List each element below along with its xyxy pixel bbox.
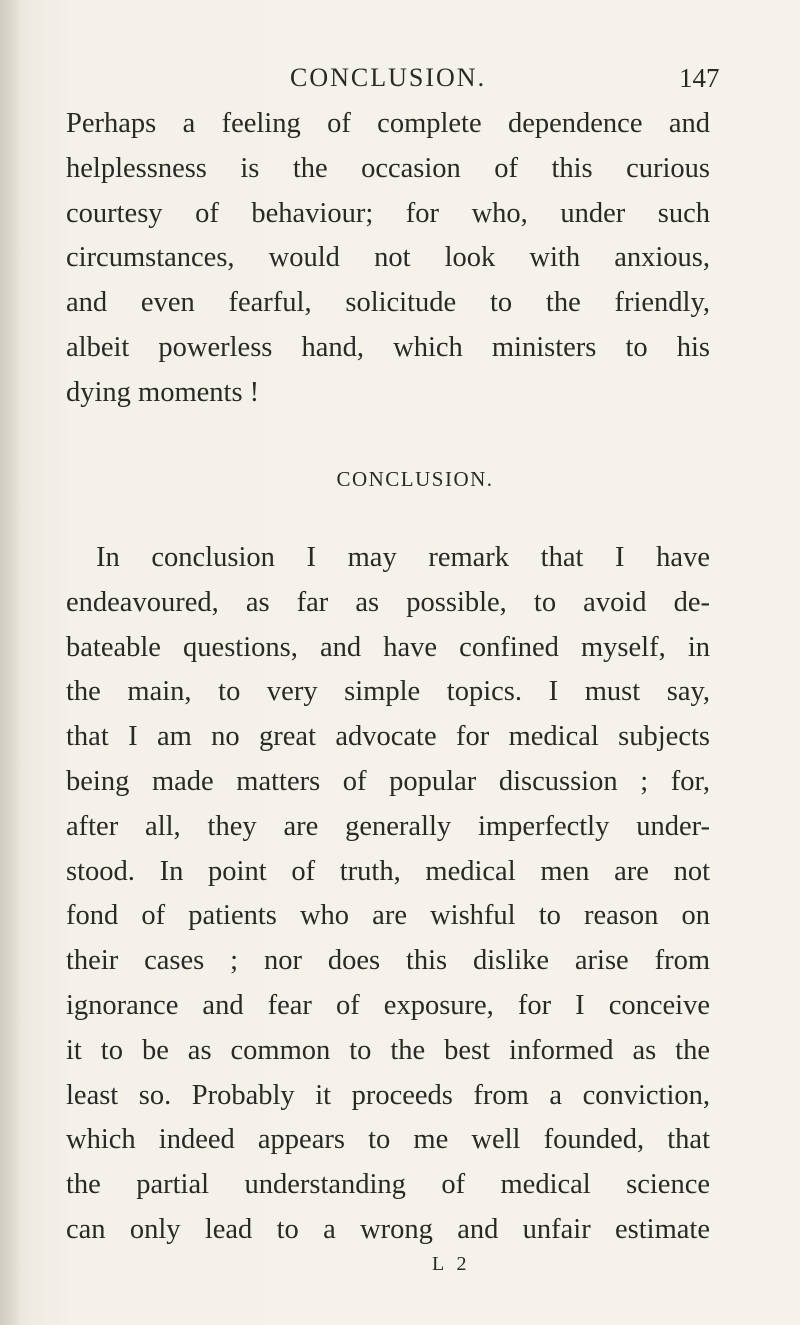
text-line: being made matters of popular discussion ; for,: [66, 765, 710, 797]
text-line: the partial understanding of medical science: [66, 1169, 710, 1201]
running-head: [0, 60, 800, 96]
text-line: fond of patients who are wishful to reason on: [66, 900, 710, 932]
text-line: the main, to very simple topics. I must say,: [66, 676, 710, 708]
text-line: bateable questions, and have confined myself, in: [66, 631, 710, 663]
text-line: dying moments !: [66, 376, 260, 408]
text-line: Perhaps a feeling of complete dependence and: [66, 108, 710, 139]
paragraph-2: [66, 536, 710, 1253]
text-line: their cases ; nor does this dislike arise from: [66, 945, 710, 977]
text-line: courtesy of behaviour; for who, under such: [66, 197, 710, 229]
text-line: can only lead to a wrong and unfair estimate: [66, 1213, 710, 1245]
gutter-shadow: [0, 0, 22, 1325]
section-heading-text: CONCLUSION.: [336, 467, 494, 491]
section-heading: [0, 464, 800, 494]
text-line: endeavoured, as far as possible, to avoid de-: [66, 586, 710, 618]
text-line: In conclusion I may remark that I have: [96, 542, 710, 573]
text-line: albeit powerless hand, which ministers to his: [66, 331, 710, 363]
signature-mark: L 2: [432, 1253, 471, 1275]
text-line: helplessness is the occasion of this curious: [66, 152, 710, 184]
text-line: and even fearful, solicitude to the friendly,: [66, 287, 710, 319]
page-number: 147: [679, 63, 720, 93]
text-line: which indeed appears to me well founded, that: [66, 1124, 710, 1156]
paragraph-1: [66, 102, 710, 416]
text-line: that I am no great advocate for medical subjects: [66, 721, 710, 753]
text-line: ignorance and fear of exposure, for I conceive: [66, 989, 710, 1021]
text-line: it to be as common to the best informed as the: [66, 1034, 710, 1066]
text-line: stood. In point of truth, medical men are not: [66, 855, 710, 887]
text-line: circumstances, would not look with anxious,: [66, 242, 710, 274]
running-title: CONCLUSION.: [290, 63, 487, 92]
text-line: after all, they are generally imperfectly under-: [66, 810, 710, 842]
text-line: least so. Probably it proceeds from a conviction,: [66, 1079, 710, 1111]
